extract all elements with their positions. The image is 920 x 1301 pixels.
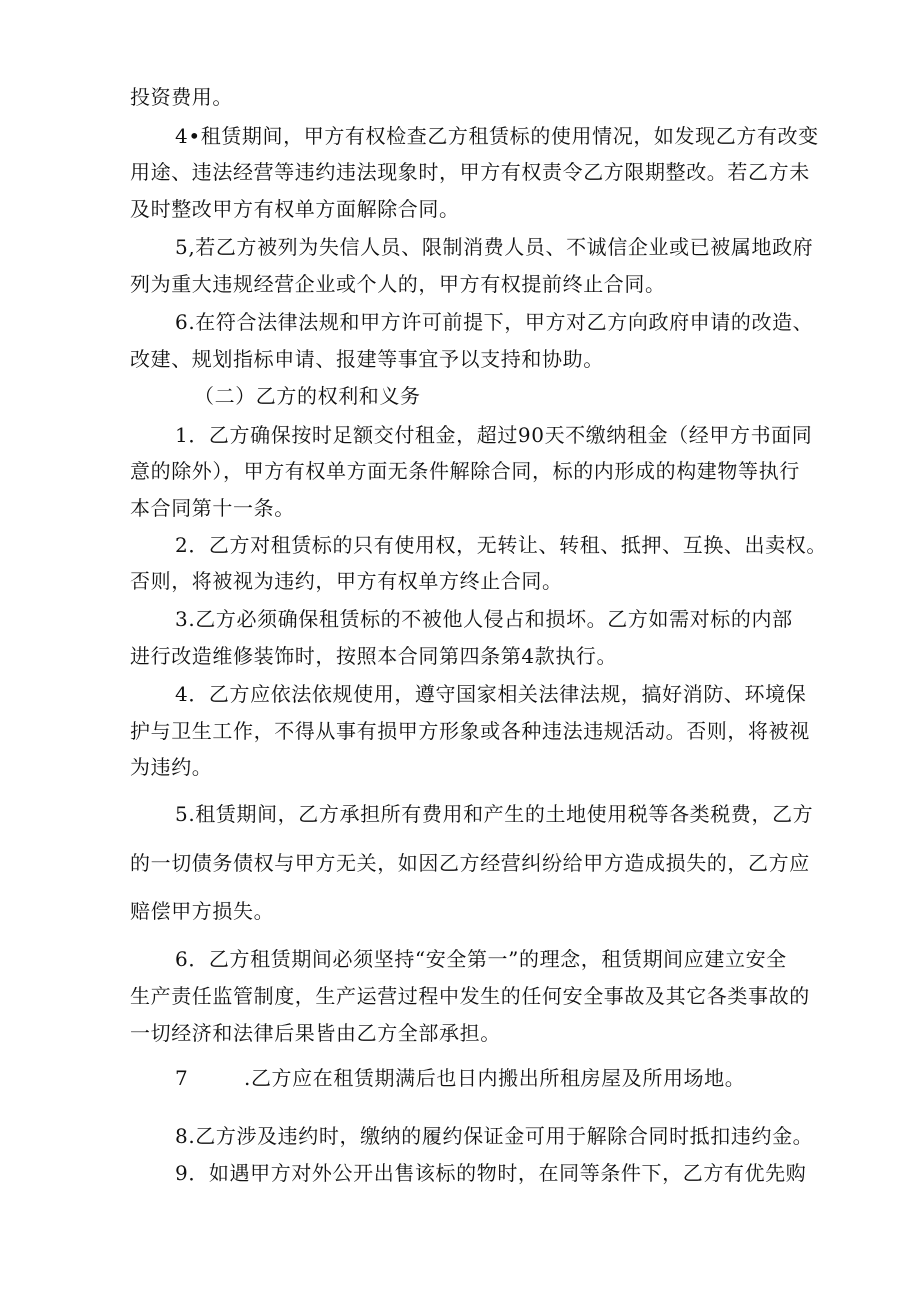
- text-line-1: 投资费用。: [130, 85, 233, 109]
- text-line-23: 6．乙方租赁期间必须坚持“安全第一”的理念，租赁期间应建立安全: [175, 947, 787, 971]
- text-line-27: 8.乙方涉及违约时，缴纳的履约保证金可用于解除合同时抵扣违约金。: [175, 1124, 814, 1148]
- text-line-21: 的一切债务债权与甲方无关，如因乙方经营纠纷给甲方造成损失的，乙方应: [130, 851, 810, 875]
- text-line-22: 赔偿甲方损失。: [130, 899, 275, 923]
- text-line-13: 2．乙方对租赁标的只有使用权，无转让、转租、抵押、互换、出卖权。: [175, 533, 827, 557]
- text-line-16: 进行改造维修装饰时，按照本合同第四条第4款执行。: [130, 644, 618, 668]
- text-line-10: 1．乙方确保按时足额交付租金，超过90天不缴纳租金（经甲方书面同: [175, 423, 813, 447]
- text-line-19: 为违约。: [130, 755, 213, 779]
- text-line-24: 生产责任监管制度，生产运营过程中发生的任何安全事故及其它各类事故的: [130, 984, 810, 1008]
- text-line-26: 7 .乙方应在租赁期满后也日内搬出所租房屋及所用场地。: [175, 1066, 746, 1090]
- text-line-28: 9．如遇甲方对外公开出售该标的物时，在同等条件下，乙方有优先购: [175, 1161, 807, 1185]
- text-line-12: 本合同第十一条。: [130, 496, 295, 520]
- text-line-5: 5,若乙方被列为失信人员、限制消费人员、不诚信企业或已被属地政府: [175, 235, 814, 259]
- text-line-3: 用途、违法经营等违约违法现象时，甲方有权责令乙方限期整改。若乙方未: [130, 160, 810, 184]
- text-line-15: 3.乙方必须确保租赁标的不被他人侵占和损坏。乙方如需对标的内部: [175, 607, 793, 631]
- text-line-4: 及时整改甲方有权单方面解除合同。: [130, 197, 460, 221]
- text-line-18: 护与卫生工作，不得从事有损甲方形象或各种违法违规活动。否则，将被视: [130, 719, 810, 743]
- text-line-2: 4•租赁期间，甲方有权检查乙方租赁标的使用情况，如发现乙方有改变: [175, 124, 819, 148]
- text-line-17: 4．乙方应依法依规使用，遵守国家相关法律法规，搞好消防、环境保: [175, 682, 807, 706]
- text-line-6: 列为重大违规经营企业或个人的，甲方有权提前终止合同。: [130, 272, 666, 296]
- text-line-7: 6.在符合法律法规和甲方许可前提下，甲方对乙方向政府申请的改造、: [175, 310, 814, 334]
- text-line-8: 改建、规划指标申请、报建等事宜予以支持和协助。: [130, 347, 604, 371]
- section-heading: （二）乙方的权利和义务: [194, 384, 421, 408]
- text-line-20: 5.租赁期间，乙方承担所有费用和产生的土地使用税等各类税费，乙方: [175, 802, 814, 826]
- text-line-14: 否则，将被视为违约，甲方有权单方终止合同。: [130, 569, 563, 593]
- text-line-25: 一切经济和法律后果皆由乙方全部承担。: [130, 1021, 501, 1045]
- text-line-11: 意的除外），甲方有权单方面无条件解除合同，标的内形成的构建物等执行: [130, 459, 800, 483]
